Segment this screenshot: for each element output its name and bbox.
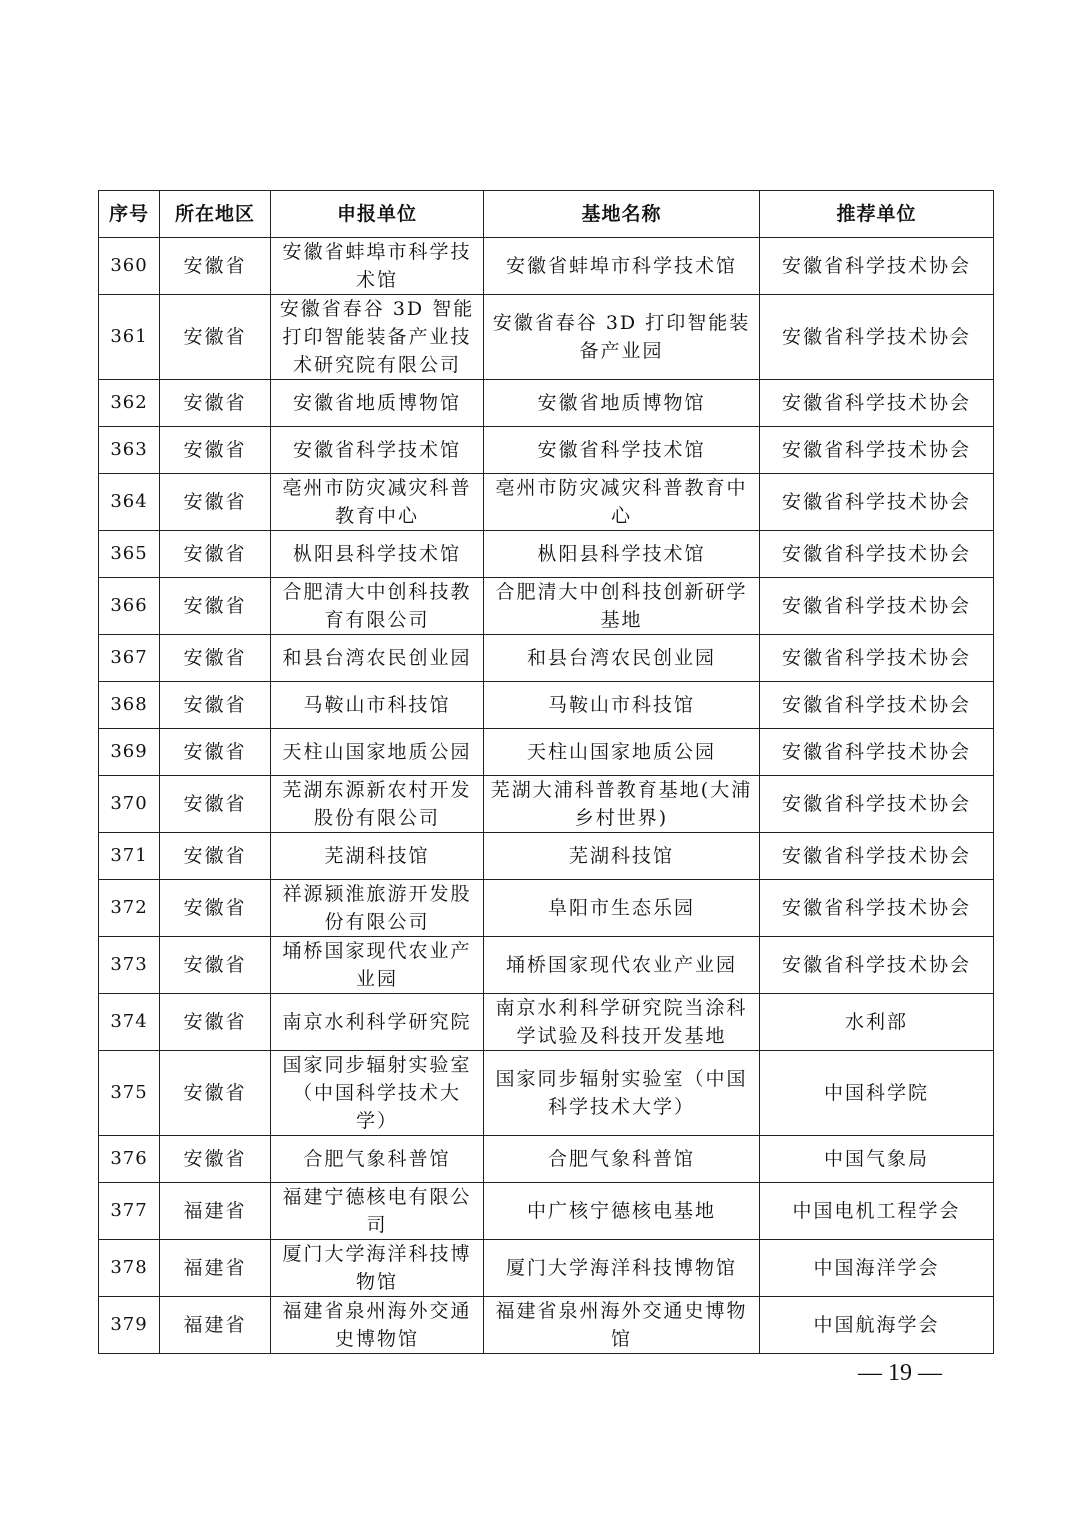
cell-applicant: 福建省泉州海外交通史博物馆 (271, 1297, 484, 1354)
cell-index: 368 (99, 682, 160, 729)
cell-base-name: 亳州市防灾减灾科普教育中心 (484, 474, 760, 531)
table-row (99, 1183, 994, 1240)
cell-index: 361 (99, 295, 160, 380)
header-index: 序号 (99, 191, 160, 238)
cell-base-name: 和县台湾农民创业园 (484, 635, 760, 682)
table-row (99, 380, 994, 427)
cell-recommender: 安徽省科学技术协会 (760, 880, 994, 937)
cell-applicant: 芜湖科技馆 (271, 833, 484, 880)
table-row (99, 238, 994, 295)
table-row (99, 474, 994, 531)
cell-recommender: 安徽省科学技术协会 (760, 474, 994, 531)
cell-base-name: 安徽省地质博物馆 (484, 380, 760, 427)
cell-recommender: 安徽省科学技术协会 (760, 578, 994, 635)
cell-index: 372 (99, 880, 160, 937)
table-row (99, 937, 994, 994)
table-row (99, 682, 994, 729)
cell-recommender: 水利部 (760, 994, 994, 1051)
cell-base-name: 厦门大学海洋科技博物馆 (484, 1240, 760, 1297)
cell-applicant: 亳州市防灾减灾科普教育中心 (271, 474, 484, 531)
cell-region: 安徽省 (160, 427, 271, 474)
cell-recommender: 中国电机工程学会 (760, 1183, 994, 1240)
header-base-name: 基地名称 (484, 191, 760, 238)
table-row (99, 1297, 994, 1354)
cell-applicant: 安徽省科学技术馆 (271, 427, 484, 474)
cell-region: 福建省 (160, 1297, 271, 1354)
cell-recommender: 安徽省科学技术协会 (760, 635, 994, 682)
page-number: — 19 — (858, 1360, 942, 1386)
cell-base-name: 马鞍山市科技馆 (484, 682, 760, 729)
cell-index: 365 (99, 531, 160, 578)
cell-recommender: 安徽省科学技术协会 (760, 937, 994, 994)
cell-region: 安徽省 (160, 682, 271, 729)
cell-region: 安徽省 (160, 937, 271, 994)
cell-recommender: 安徽省科学技术协会 (760, 833, 994, 880)
cell-recommender: 安徽省科学技术协会 (760, 682, 994, 729)
cell-recommender: 中国海洋学会 (760, 1240, 994, 1297)
cell-base-name: 安徽省蚌埠市科学技术馆 (484, 238, 760, 295)
table-row (99, 776, 994, 833)
data-table (98, 190, 994, 1354)
cell-applicant: 安徽省地质博物馆 (271, 380, 484, 427)
cell-index: 362 (99, 380, 160, 427)
cell-region: 安徽省 (160, 531, 271, 578)
cell-region: 安徽省 (160, 578, 271, 635)
cell-base-name: 合肥气象科普馆 (484, 1136, 760, 1183)
table-row (99, 578, 994, 635)
cell-index: 375 (99, 1051, 160, 1136)
cell-region: 安徽省 (160, 880, 271, 937)
cell-applicant: 枞阳县科学技术馆 (271, 531, 484, 578)
cell-index: 367 (99, 635, 160, 682)
cell-applicant: 安徽省春谷 3D 智能打印智能装备产业技术研究院有限公司 (271, 295, 484, 380)
cell-index: 363 (99, 427, 160, 474)
cell-recommender: 中国气象局 (760, 1136, 994, 1183)
header-applicant: 申报单位 (271, 191, 484, 238)
cell-region: 安徽省 (160, 1051, 271, 1136)
table-row (99, 729, 994, 776)
cell-index: 374 (99, 994, 160, 1051)
cell-base-name: 天柱山国家地质公园 (484, 729, 760, 776)
cell-recommender: 安徽省科学技术协会 (760, 380, 994, 427)
cell-region: 安徽省 (160, 635, 271, 682)
cell-recommender: 中国科学院 (760, 1051, 994, 1136)
cell-region: 安徽省 (160, 994, 271, 1051)
cell-index: 379 (99, 1297, 160, 1354)
cell-recommender: 中国航海学会 (760, 1297, 994, 1354)
cell-index: 376 (99, 1136, 160, 1183)
cell-base-name: 中广核宁德核电基地 (484, 1183, 760, 1240)
header-region: 所在地区 (160, 191, 271, 238)
header-recommender: 推荐单位 (760, 191, 994, 238)
cell-index: 366 (99, 578, 160, 635)
cell-index: 371 (99, 833, 160, 880)
cell-base-name: 福建省泉州海外交通史博物馆 (484, 1297, 760, 1354)
cell-base-name: 芜湖科技馆 (484, 833, 760, 880)
cell-applicant: 国家同步辐射实验室（中国科学技术大学） (271, 1051, 484, 1136)
cell-region: 安徽省 (160, 729, 271, 776)
table-row (99, 427, 994, 474)
cell-base-name: 国家同步辐射实验室（中国科学技术大学） (484, 1051, 760, 1136)
cell-recommender: 安徽省科学技术协会 (760, 729, 994, 776)
table-row (99, 833, 994, 880)
table-row (99, 635, 994, 682)
cell-applicant: 合肥清大中创科技教育有限公司 (271, 578, 484, 635)
cell-recommender: 安徽省科学技术协会 (760, 531, 994, 578)
cell-region: 安徽省 (160, 295, 271, 380)
cell-recommender: 安徽省科学技术协会 (760, 295, 994, 380)
cell-applicant: 合肥气象科普馆 (271, 1136, 484, 1183)
table-row (99, 295, 994, 380)
table-body (99, 238, 994, 1354)
table-row (99, 994, 994, 1051)
cell-index: 369 (99, 729, 160, 776)
cell-applicant: 和县台湾农民创业园 (271, 635, 484, 682)
cell-index: 370 (99, 776, 160, 833)
cell-region: 福建省 (160, 1183, 271, 1240)
cell-index: 378 (99, 1240, 160, 1297)
table-row (99, 1240, 994, 1297)
cell-applicant: 天柱山国家地质公园 (271, 729, 484, 776)
cell-applicant: 马鞍山市科技馆 (271, 682, 484, 729)
cell-base-name: 安徽省科学技术馆 (484, 427, 760, 474)
cell-base-name: 合肥清大中创科技创新研学基地 (484, 578, 760, 635)
table-row (99, 1051, 994, 1136)
table-row (99, 1136, 994, 1183)
cell-applicant: 福建宁德核电有限公司 (271, 1183, 484, 1240)
cell-region: 安徽省 (160, 833, 271, 880)
cell-recommender: 安徽省科学技术协会 (760, 776, 994, 833)
cell-region: 安徽省 (160, 1136, 271, 1183)
cell-base-name: 南京水利科学研究院当涂科学试验及科技开发基地 (484, 994, 760, 1051)
table-row (99, 531, 994, 578)
cell-applicant: 埇桥国家现代农业产业园 (271, 937, 484, 994)
cell-index: 373 (99, 937, 160, 994)
table-row (99, 880, 994, 937)
cell-index: 364 (99, 474, 160, 531)
cell-applicant: 厦门大学海洋科技博物馆 (271, 1240, 484, 1297)
cell-region: 安徽省 (160, 474, 271, 531)
cell-applicant: 安徽省蚌埠市科学技术馆 (271, 238, 484, 295)
table-header-row (99, 191, 994, 238)
cell-region: 安徽省 (160, 776, 271, 833)
cell-region: 安徽省 (160, 380, 271, 427)
cell-base-name: 阜阳市生态乐园 (484, 880, 760, 937)
cell-base-name: 埇桥国家现代农业产业园 (484, 937, 760, 994)
cell-region: 安徽省 (160, 238, 271, 295)
cell-index: 360 (99, 238, 160, 295)
cell-base-name: 芜湖大浦科普教育基地(大浦乡村世界) (484, 776, 760, 833)
cell-applicant: 南京水利科学研究院 (271, 994, 484, 1051)
cell-applicant: 芜湖东源新农村开发股份有限公司 (271, 776, 484, 833)
cell-index: 377 (99, 1183, 160, 1240)
cell-applicant: 祥源颍淮旅游开发股份有限公司 (271, 880, 484, 937)
cell-base-name: 安徽省春谷 3D 打印智能装备产业园 (484, 295, 760, 380)
cell-recommender: 安徽省科学技术协会 (760, 427, 994, 474)
cell-base-name: 枞阳县科学技术馆 (484, 531, 760, 578)
cell-region: 福建省 (160, 1240, 271, 1297)
cell-recommender: 安徽省科学技术协会 (760, 238, 994, 295)
